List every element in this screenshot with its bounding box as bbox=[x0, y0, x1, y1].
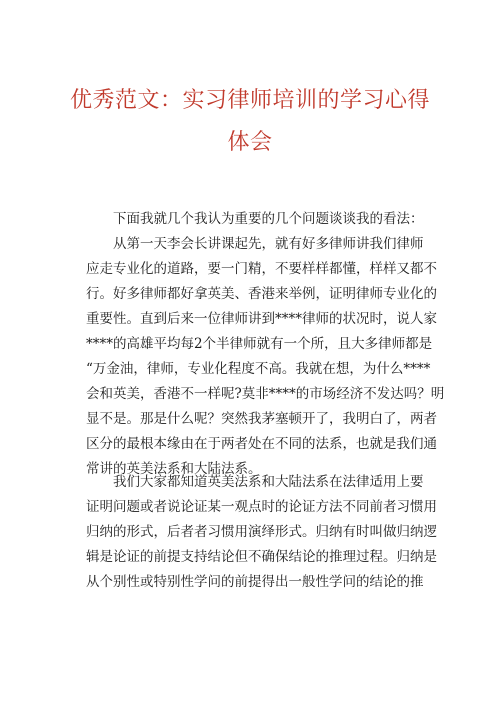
paragraph-3-line: 证明问题或者说论证某一观点时的论证方法不同前者习惯用 bbox=[86, 499, 437, 515]
paragraph-3-line: 从个别性或特别性学问的前提得出一般性学问的结论的推 bbox=[86, 574, 424, 590]
paragraph-2-line: 应走专业化的道路，要一门精，不要样样都懂，样样又都不 bbox=[86, 261, 437, 277]
document-title-line-2: 体会 bbox=[227, 130, 273, 155]
paragraph-2-line: 区分的最根本缘由在于两者处在不同的法系，也就是我们通 bbox=[86, 436, 437, 452]
paragraph-3-line: 辑是论证的前提支持结论但不确保结论的推理过程。归纳是 bbox=[86, 549, 437, 565]
document-body-block-2 bbox=[86, 470, 437, 595]
paragraph-3-line: 我们大家都知道英美法系和大陆法系在法律适用上要 bbox=[113, 474, 424, 490]
document-title-line-1: 优秀范文：实习律师培训的学习心得 bbox=[69, 88, 430, 113]
document-body-block-1 bbox=[86, 207, 445, 482]
paragraph-2-line: 显不是。那是什么呢？突然我茅塞顿开了，我明白了，两者 bbox=[86, 411, 437, 427]
paragraph-2-line: 常讲的英美法系和大陆法系。 bbox=[86, 461, 262, 477]
paragraph-1-line: 下面我就几个我认为重要的几个问题谈谈我的看法： bbox=[113, 211, 424, 227]
paragraph-2-line: “万金油，律师，专业化程度不高。我就在想，为什么**** bbox=[86, 361, 431, 377]
paragraph-2-line: 从第一天李会长讲课起先，就有好多律师讲我们律师 bbox=[113, 236, 424, 252]
paragraph-3-line: 归纳的形式，后者者习惯用演绎形式。归纳有时叫做归纳逻 bbox=[86, 524, 437, 540]
paragraph-2-line: ****的高雄平均每2个半律师就有一个所，且大多律师都是 bbox=[86, 336, 433, 352]
paragraph-2-line: 会和英美，香港不一样呢?莫非****的市场经济不发达吗？明 bbox=[86, 386, 445, 402]
paragraph-2-line: 重要性。直到后来一位律师讲到****律师的状况时，说人家 bbox=[86, 311, 437, 327]
paragraph-2-line: 行。好多律师都好拿英美、香港来举例，证明律师专业化的 bbox=[86, 286, 437, 302]
